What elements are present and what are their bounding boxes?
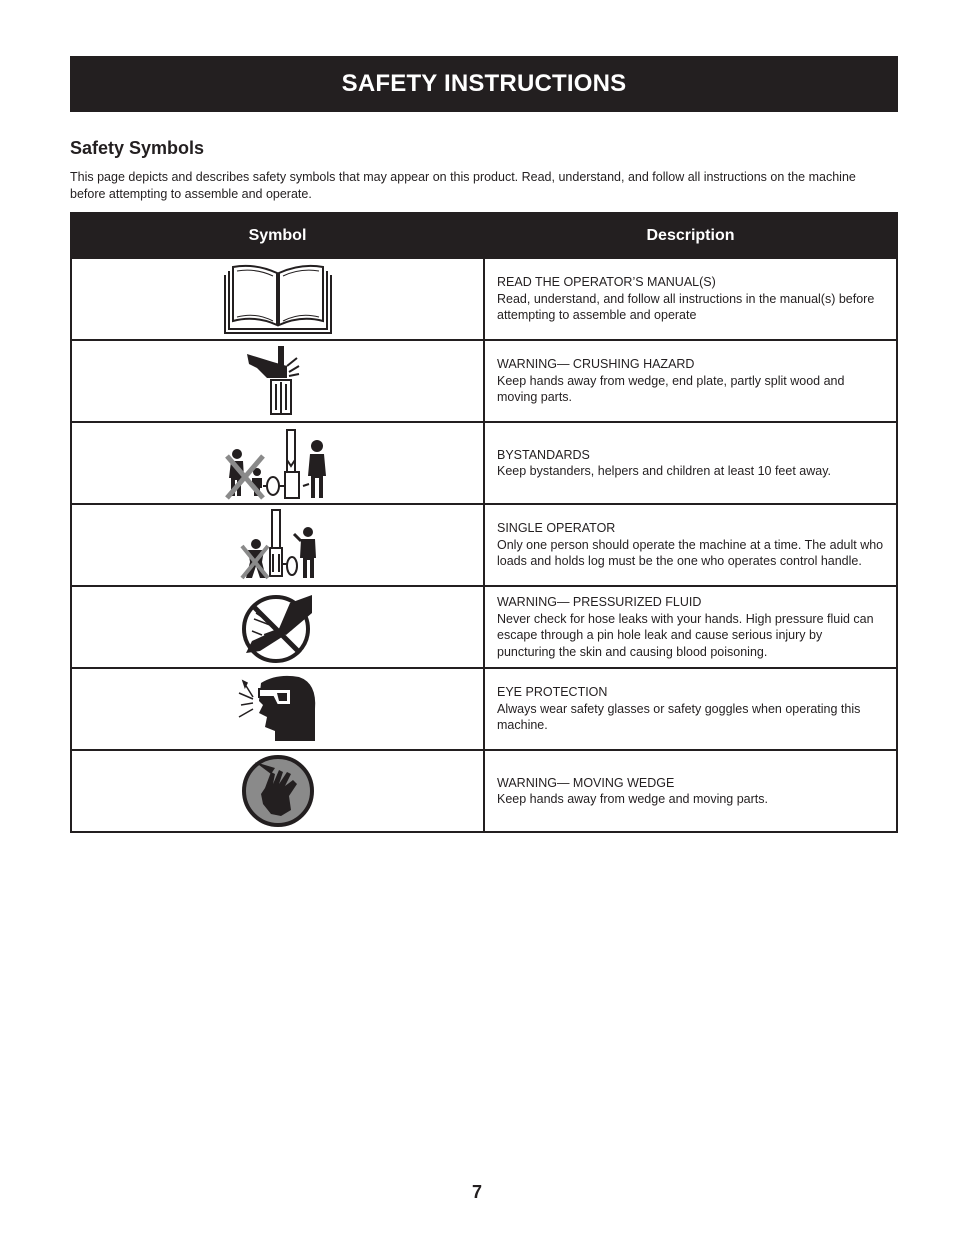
table-row <box>71 668 897 750</box>
moving-wedge-icon <box>241 754 315 828</box>
description-text: Never check for hose leaks with your hands. High pressure fluid can escape through a pin hole leak and cause serious injury by puncturing the skin and causing blood poisoning. <box>497 611 874 659</box>
single-operator-icon <box>238 508 318 582</box>
description-column-header: Description <box>484 213 897 258</box>
description-text: Only one person should operate the machine at a time. The adult who loads and holds log must be the one who operates control handle. <box>497 537 884 569</box>
safety-symbols-table <box>70 212 898 833</box>
table-row <box>71 422 897 504</box>
table-row <box>71 504 897 586</box>
table-row <box>71 340 897 422</box>
description-title: BYSTANDARDS <box>497 447 590 462</box>
table-header-row <box>71 213 897 258</box>
operator-manual-icon <box>223 263 333 335</box>
crushing-hazard-icon <box>243 344 313 418</box>
pressurized-fluid-icon <box>240 591 316 663</box>
description-text: Keep hands away from wedge and moving parts. <box>497 792 768 806</box>
symbol-column-header: Symbol <box>71 213 484 258</box>
description-title: WARNING— CRUSHING HAZARD <box>497 357 695 372</box>
bystanders-icon <box>223 426 333 500</box>
symbol-cell <box>71 586 484 668</box>
description-text: Keep bystanders, helpers and children at least 10 feet away. <box>497 464 832 478</box>
description-cell <box>484 340 897 422</box>
eye-protection-icon <box>237 673 319 745</box>
table-row <box>71 586 897 668</box>
description-text: Always wear safety glasses or safety goggles when operating this machine. <box>497 701 861 733</box>
symbol-cell <box>71 422 484 504</box>
page-header-banner <box>70 56 898 112</box>
symbol-cell <box>71 258 484 340</box>
description-title: SINGLE OPERATOR <box>497 521 616 536</box>
description-text: Read, understand, and follow all instructions in the manual(s) before attempting to assemble and operate <box>497 291 875 323</box>
description-cell <box>484 258 897 340</box>
page-number: 7 <box>471 1182 482 1202</box>
table-row <box>71 750 897 832</box>
description-title: EYE PROTECTION <box>497 685 608 700</box>
symbol-cell <box>71 340 484 422</box>
symbol-cell <box>71 668 484 750</box>
description-title: WARNING— PRESSURIZED FLUID <box>497 595 702 609</box>
table-row <box>71 258 897 340</box>
description-cell <box>484 586 897 668</box>
description-text: Keep hands away from wedge, end plate, partly split wood and moving parts. <box>497 373 845 405</box>
description-title: READ THE OPERATOR’S MANUAL(S) <box>497 275 716 290</box>
page-title: SAFETY INSTRUCTIONS <box>341 70 627 97</box>
symbol-cell <box>71 504 484 586</box>
section-title: Safety Symbols <box>70 138 205 158</box>
description-cell <box>484 668 897 750</box>
description-cell <box>484 750 897 832</box>
description-cell <box>484 504 897 586</box>
description-title: WARNING— MOVING WEDGE <box>497 775 675 790</box>
intro-paragraph: This page depicts and describes safety symbols that may appear on this product. Read, understand, and follow all instructions on the machine before attempting to assemble and operate. <box>70 170 856 201</box>
description-cell <box>484 422 897 504</box>
symbol-cell <box>71 750 484 832</box>
